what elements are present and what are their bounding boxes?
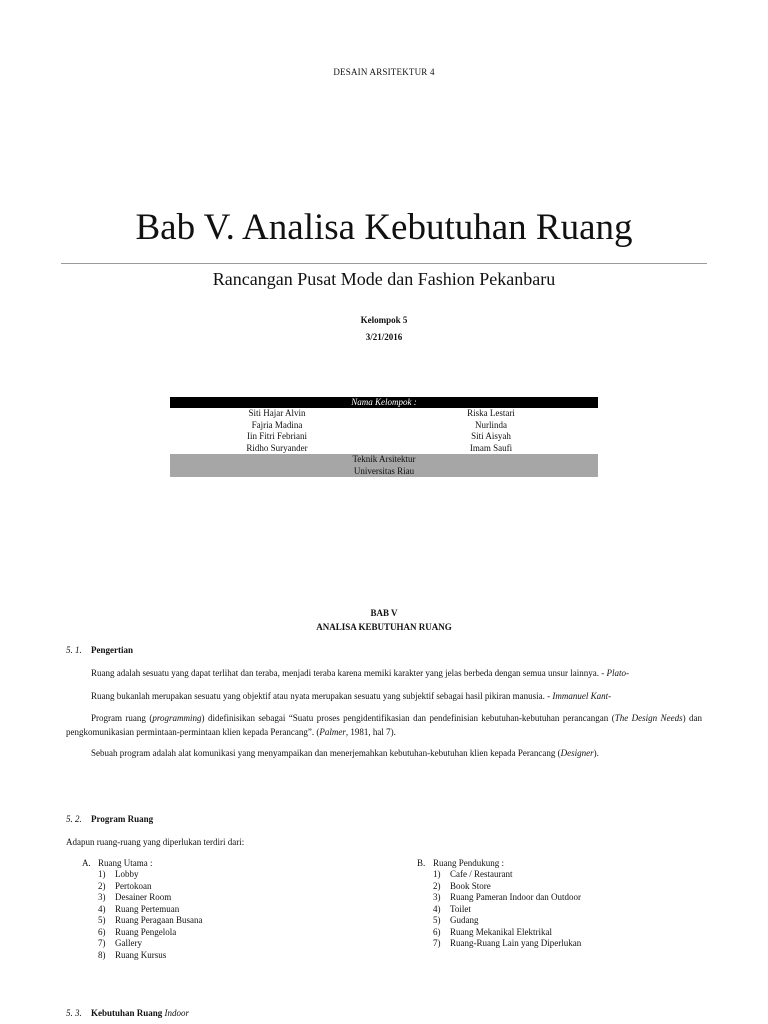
section-number: 5. 1. [66, 645, 82, 655]
list-item: 1) Cafe / Restaurant [433, 869, 513, 879]
list-title: Ruang Pendukung : [433, 858, 504, 868]
list-item: 2) Book Store [433, 880, 491, 891]
team-member: Siti Hajar Alvin [248, 408, 306, 418]
section-title-italic: Indoor [164, 1008, 190, 1018]
paragraph-text: ) dan pengkomunikasian permintaan-permintaan klien kepada Perancang”. ( [66, 713, 703, 737]
section-title: Program Ruang [91, 814, 154, 824]
team-member: Iin Fitri Febriani [247, 431, 307, 441]
paragraph-text: Ruang bukanlah merupakan sesuatu yang objektif atau nyata merupakan sesuatu yang subjektif sebagai hasil pikiran manusia. - [91, 691, 553, 701]
department-label: Teknik Arsitektur [170, 454, 598, 466]
paragraph [66, 711, 702, 739]
university-label: Universitas Riau [170, 466, 598, 478]
title-divider [61, 263, 707, 264]
list-item: 8) Ruang Kursus [98, 949, 167, 960]
document-title: Bab V. Analisa Kebutuhan Ruang [135, 207, 633, 248]
list-item: 5) Ruang Peragaan Busana [98, 915, 203, 925]
team-table [170, 397, 598, 477]
list-item: 6) Ruang Mekanikal Elektrikal [433, 926, 552, 937]
term: programming [152, 713, 202, 723]
paragraph-text: ). [593, 748, 599, 758]
room-list-support [417, 857, 581, 950]
list-item: 3) Desainer Room [98, 892, 172, 902]
list-letter: A. [82, 858, 91, 868]
paragraph-text: Ruang adalah sesuatu yang dapat terlihat dan teraba, menjadi teraba karena memiki karakter yang jelas berbeda dengan semua unsur lainnya. - [91, 668, 607, 678]
list-item: 5) Gudang [433, 915, 479, 925]
paragraph-text: ) didefinisikan sebagai “Suatu proses pengidentifikasian dan pendefinisian kebutuhan-kebutuhan perancangan ( [201, 713, 615, 723]
section-title: Pengertian [91, 645, 133, 655]
section-heading [66, 814, 153, 824]
chapter-label: BAB V [370, 608, 398, 618]
section-number: 5. 2. [66, 814, 82, 824]
team-member: Nurlinda [475, 419, 507, 430]
paragraph [66, 689, 702, 703]
paragraph [66, 666, 702, 680]
list-item: 7) Gallery [98, 938, 142, 948]
team-member: Fajria Madina [251, 419, 303, 430]
room-list-main [82, 857, 202, 961]
list-title: Ruang Utama : [98, 858, 153, 868]
paragraph-text: Program ruang ( [91, 713, 153, 723]
term: Designer [560, 748, 594, 758]
team-table-header: Nama Kelompok : [170, 397, 598, 408]
document-subtitle: Rancangan Pusat Mode dan Fashion Pekanbaru [212, 269, 556, 289]
list-letter: B. [417, 858, 426, 868]
running-header: DESAIN ARSITEKTUR 4 [333, 67, 435, 77]
list-item: 7) Ruang-Ruang Lain yang Diperlukan [433, 938, 582, 948]
section-heading [66, 645, 133, 655]
team-member: Riska Lestari [467, 408, 515, 418]
section-number: 5. 3. [66, 1008, 82, 1018]
list-item: 4) Toilet [433, 903, 471, 914]
paragraph-text: Sebuah program adalah alat komunikasi yang menyampaikan dan menerjemahkan kebutuhan-kebutuhan klien kepada Perancang ( [91, 748, 561, 758]
group-label: Kelompok 5 [360, 315, 408, 325]
term: The Design Needs [614, 713, 683, 723]
list-item: 2) Pertokoan [98, 880, 152, 891]
team-member: Siti Aisyah [471, 431, 511, 441]
paragraph [66, 746, 702, 760]
team-members-grid [170, 408, 598, 454]
list-item: 3) Ruang Pameran Indoor dan Outdoor [433, 892, 581, 902]
list-intro: Adapun ruang-ruang yang diperlukan terdiri dari: [66, 837, 245, 847]
team-member: Ridho Suryander [246, 442, 308, 453]
document-date: 3/21/2016 [365, 332, 403, 342]
list-item: 1) Lobby [98, 869, 139, 879]
section-title: Kebutuhan Ruang [91, 1008, 163, 1018]
paragraph-text: , 1981, hal 7). [345, 727, 396, 737]
list-item: 6) Ruang Pengelola [98, 926, 177, 937]
citation: Immanuel Kant- [552, 691, 612, 701]
chapter-title: ANALISA KEBUTUHAN RUANG [316, 622, 452, 632]
section-heading [66, 1008, 189, 1018]
team-member: Imam Saufi [469, 442, 513, 453]
list-heading [417, 857, 581, 869]
citation: Plato- [606, 668, 630, 678]
list-item: 4) Ruang Pertemuan [98, 903, 180, 914]
citation: Palmer [319, 727, 346, 737]
list-heading [82, 857, 202, 869]
